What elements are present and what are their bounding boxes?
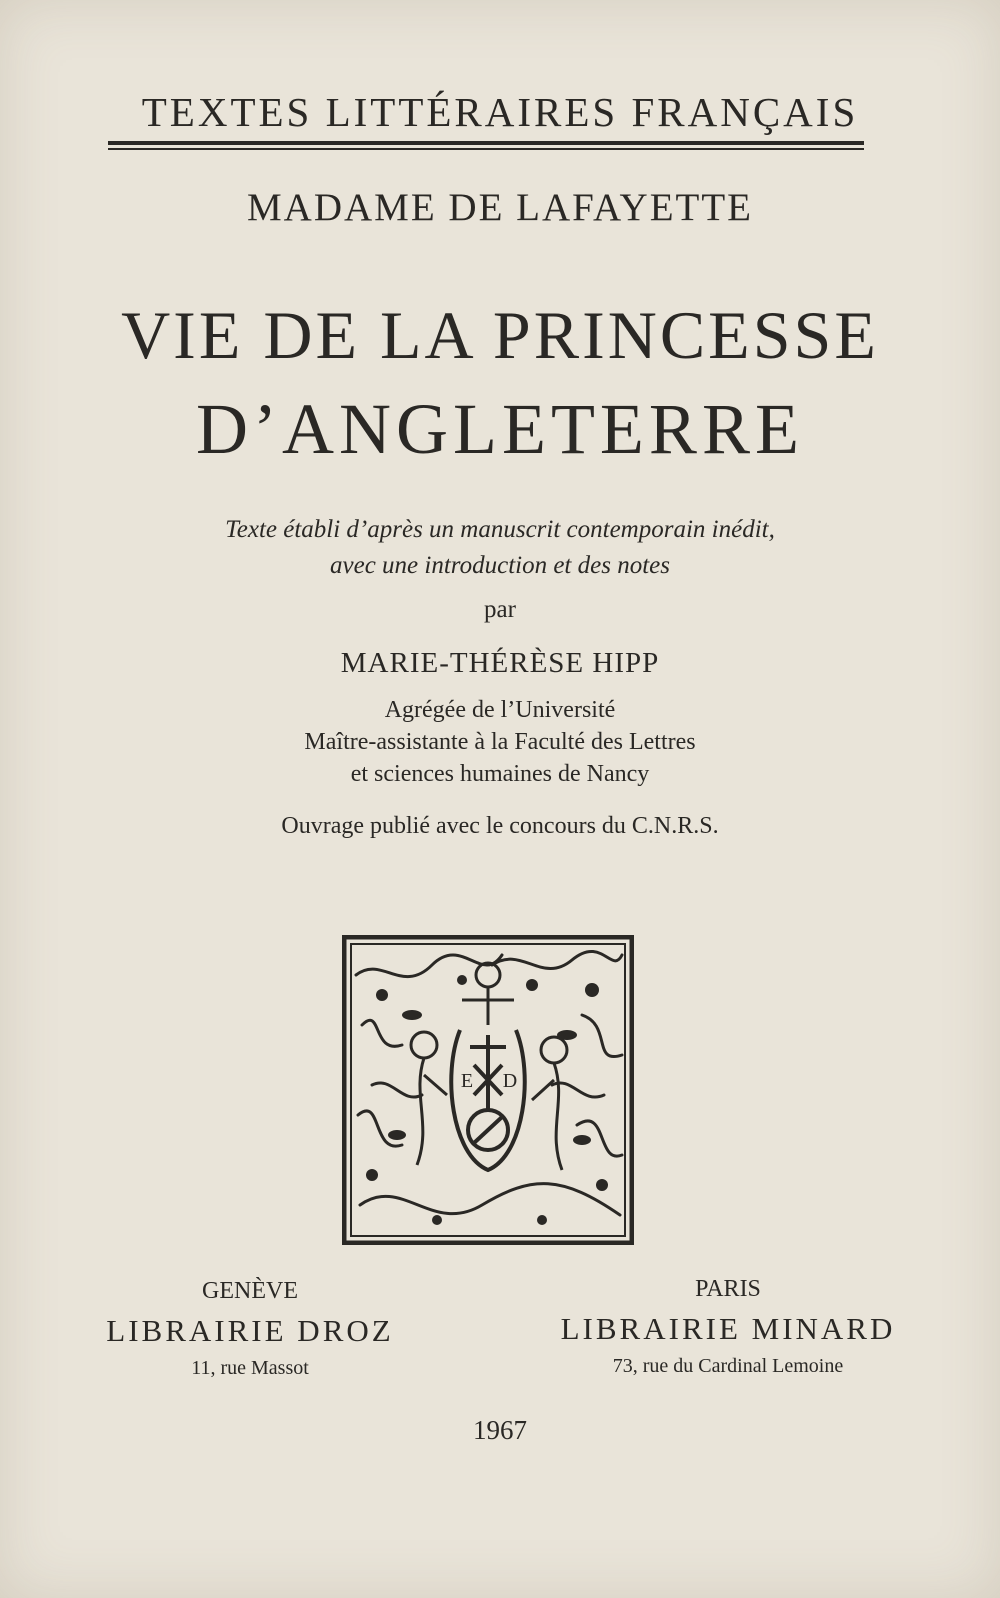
editor-credential-1: Agrégée de l’Université [384,697,616,723]
imprint-address-minard: 73, rue du Cardinal Lemoine [612,1355,844,1377]
series-rule-thin [108,148,864,150]
imprint-publisher-minard: LIBRAIRIE MINARD [560,1311,896,1346]
subtitle-line-1: Texte établi d’après un manuscrit contemporain inédit, [225,516,775,543]
imprint-city-paris: PARIS [695,1276,761,1302]
printers-device-icon [342,935,634,1245]
subtitle-line-2: avec une introduction et des notes [330,552,670,579]
mark-initial-right: D [502,1070,518,1092]
series-title: TEXTES LITTÉRAIRES FRANÇAIS [141,89,859,135]
by-word: par [484,596,516,623]
imprint-address-droz: 11, rue Massot [191,1357,309,1379]
imprint-publisher-droz: LIBRAIRIE DROZ [106,1313,394,1348]
imprint-paris [528,1276,928,1378]
cnrs-support-note: Ouvrage publié avec le concours du C.N.R.S. [281,813,719,839]
book-title-line-2: D’ANGLETERRE [196,389,804,469]
imprint-geneva [50,1278,450,1380]
imprint-city-geneva: GENÈVE [202,1278,298,1304]
author-name: MADAME DE LAFAYETTE [247,186,753,229]
editor-credential-3: et sciences humaines de Nancy [350,761,650,787]
series-rule-thick [108,141,864,145]
book-title-line-1: VIE DE LA PRINCESSE [121,297,879,373]
editor-name: MARIE-THÉRÈSE HIPP [340,647,660,679]
mark-initial-left: E [460,1070,474,1092]
editor-credential-2: Maître-assistante à la Faculté des Lettres [304,729,696,755]
publication-year: 1967 [473,1415,527,1445]
